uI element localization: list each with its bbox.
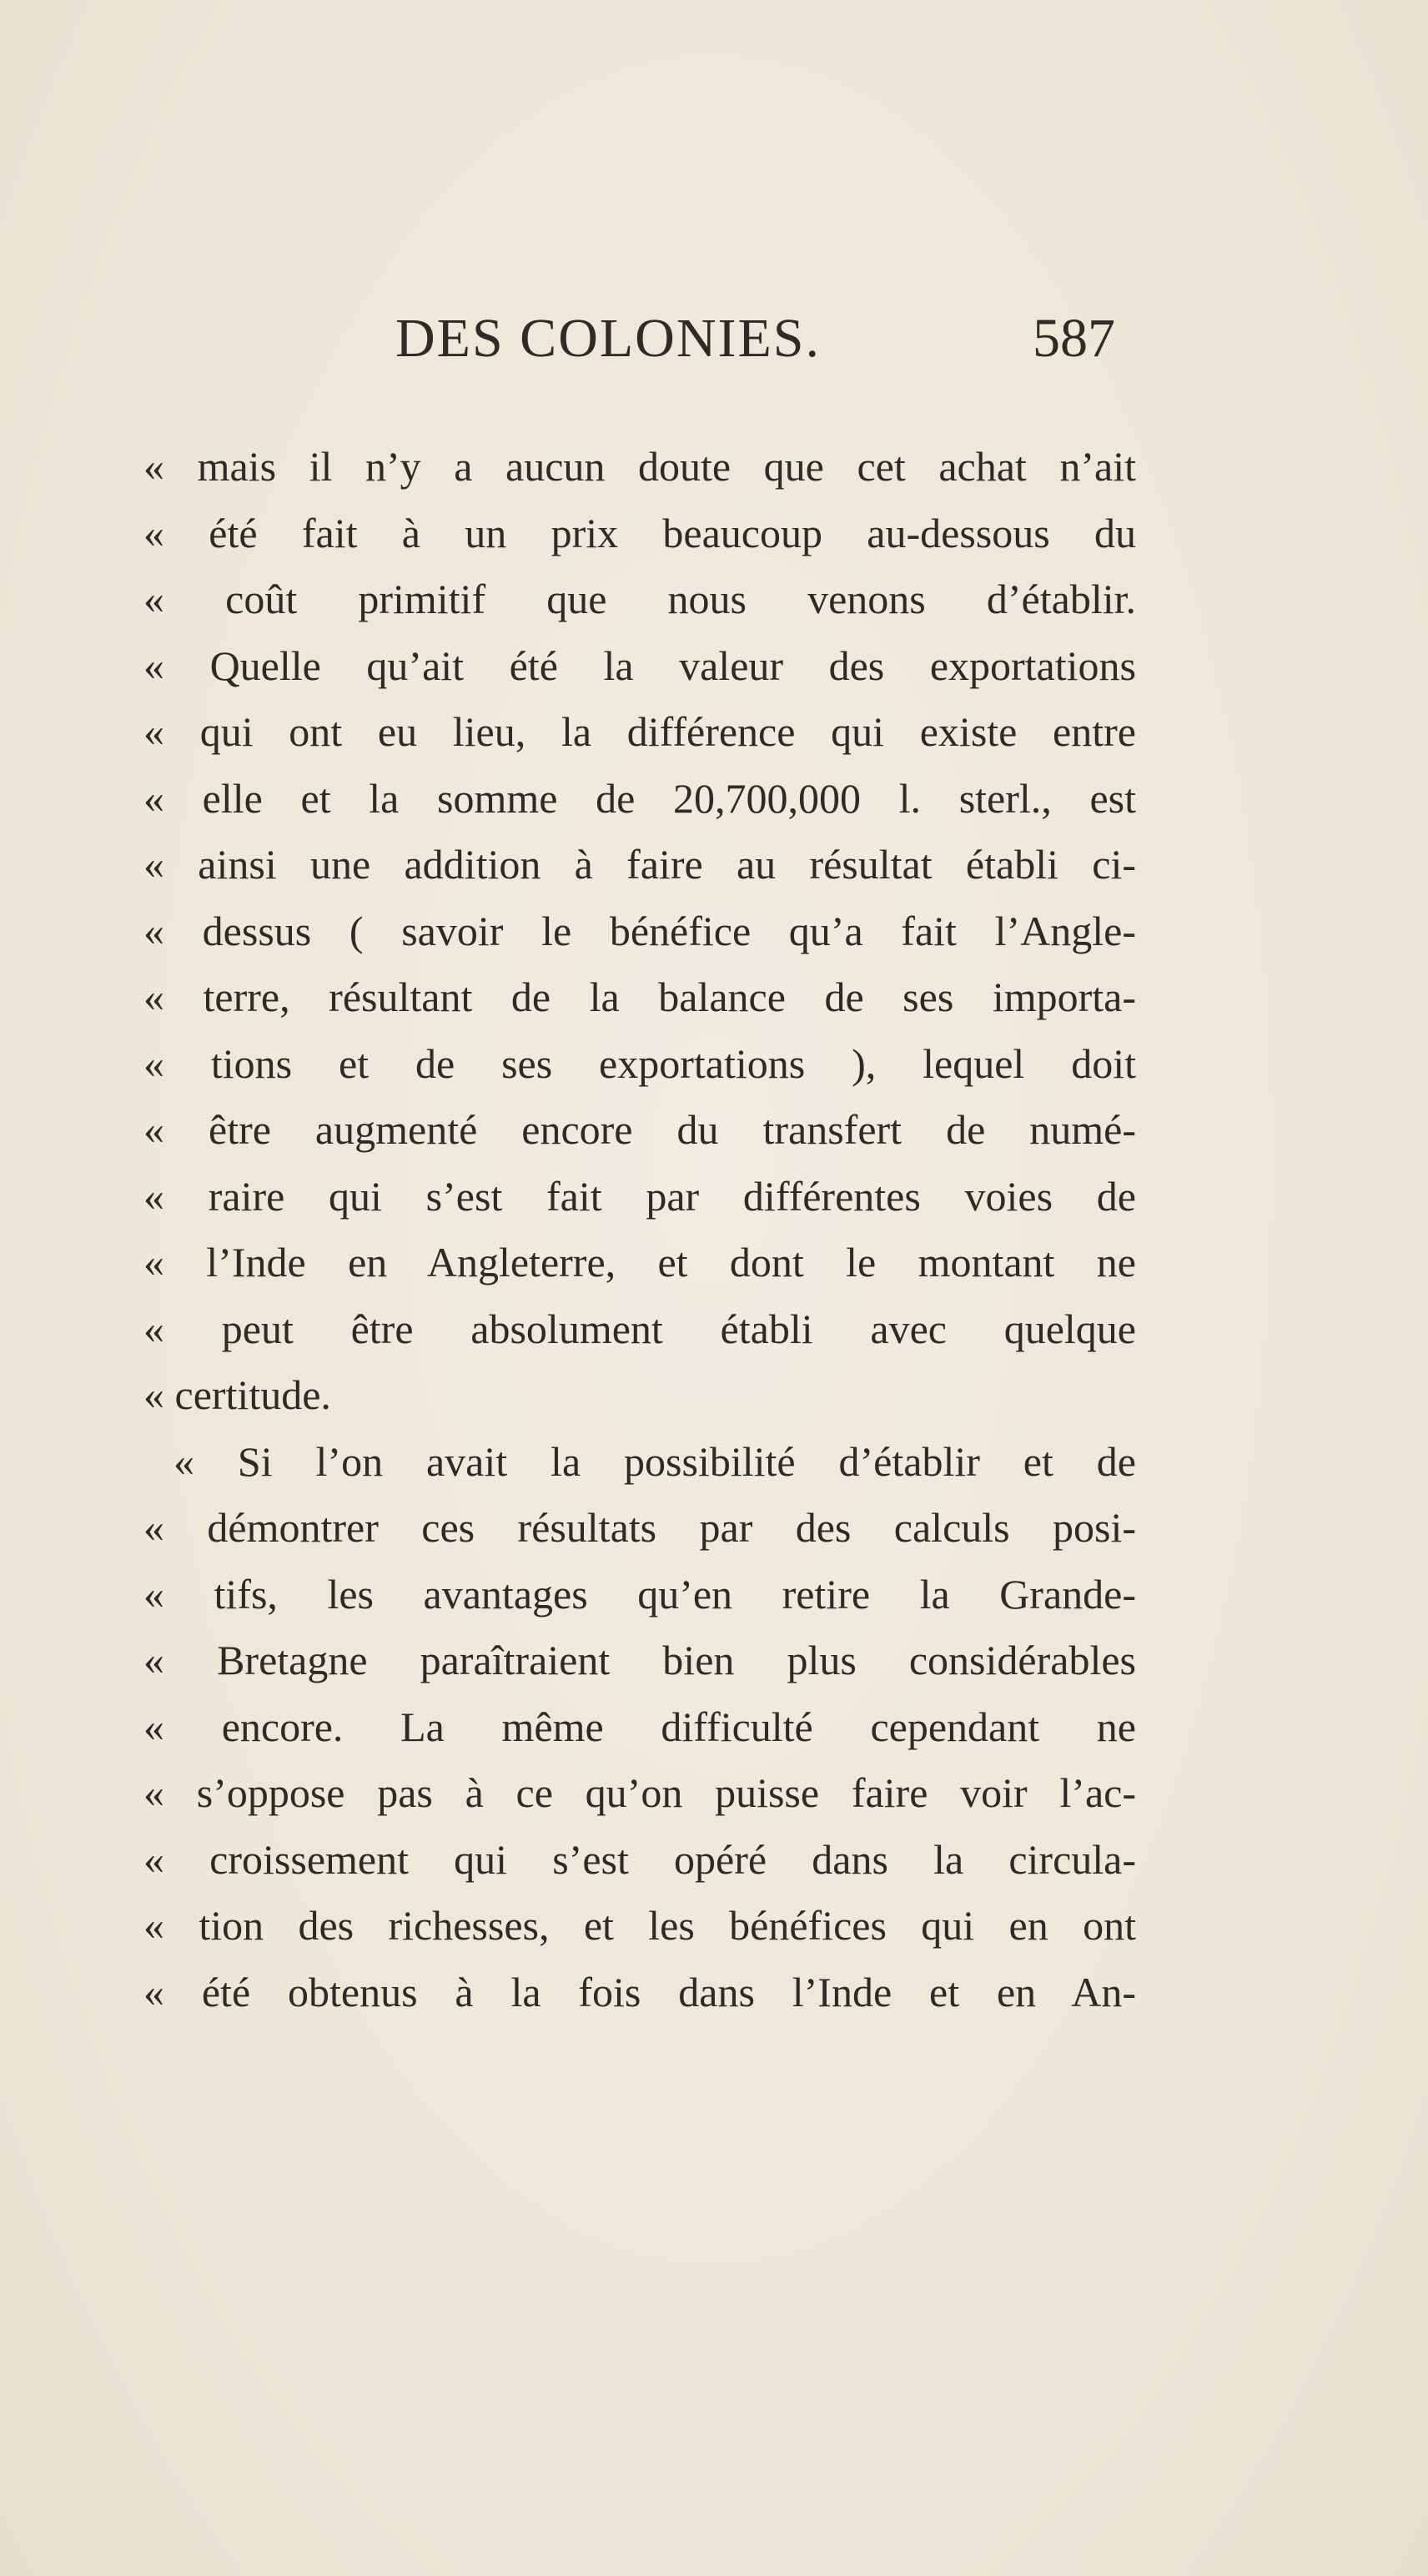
text-line: « terre, résultant de la balance de ses importa- (143, 974, 1136, 1020)
text-line: « Quelle qu’ait été la valeur des exportations (143, 641, 1136, 689)
text-line: « encore. La même difficulté cependant ne (143, 1703, 1136, 1750)
text-line: « coût primitif que nous venons d’établir. (143, 576, 1136, 622)
text-line: « certitude. (143, 1371, 331, 1418)
text-line: « être augmenté encore du transfert de numé- (143, 1106, 1136, 1153)
running-title: DES COLONIES. (395, 308, 822, 369)
text-line: « l’Inde en Angleterre, et dont le montant ne (143, 1239, 1136, 1285)
text-line: « tions et de ses exportations ), lequel doit (143, 1039, 1136, 1087)
text-line: « croissement qui s’est opéré dans la circula- (143, 1835, 1136, 1883)
text-line: « mais il n’y a aucun doute que cet achat n’ait (143, 443, 1136, 490)
text-line: « ainsi une addition à faire au résultat établi ci- (143, 841, 1136, 888)
text-line: « démontrer ces résultats par des calculs posi- (143, 1504, 1136, 1551)
text-line: « Si l’on avait la possibilité d’établir et de (173, 1437, 1136, 1485)
text-line: « s’oppose pas à ce qu’on puisse faire voir l’ac- (143, 1769, 1136, 1816)
text-line: « été obtenus à la fois dans l’Inde et en An- (143, 1968, 1136, 2015)
page-number: 587 (1033, 308, 1115, 369)
text-line: « qui ont eu lieu, la différence qui existe entre (143, 708, 1136, 755)
page-header (0, 307, 1428, 374)
text-line: « peut être absolument établi avec quelque (143, 1305, 1136, 1352)
text-line: « dessus ( savoir le bénéfice qu’a fait l’Angle- (143, 907, 1136, 954)
text-line: « tifs, les avantages qu’en retire la Grande- (143, 1570, 1136, 1618)
text-line: « elle et la somme de 20,700,000 l. sterl., est (143, 774, 1136, 822)
text-line: « raire qui s’est fait par différentes voies de (143, 1172, 1136, 1220)
text-line: « été fait à un prix beaucoup au-dessous du (143, 509, 1136, 556)
body-text (143, 434, 1136, 2025)
text-line: « Bretagne paraîtraient bien plus considérables (143, 1637, 1136, 1683)
text-line: « tion des richesses, et les bénéfices qui en ont (143, 1902, 1136, 1949)
